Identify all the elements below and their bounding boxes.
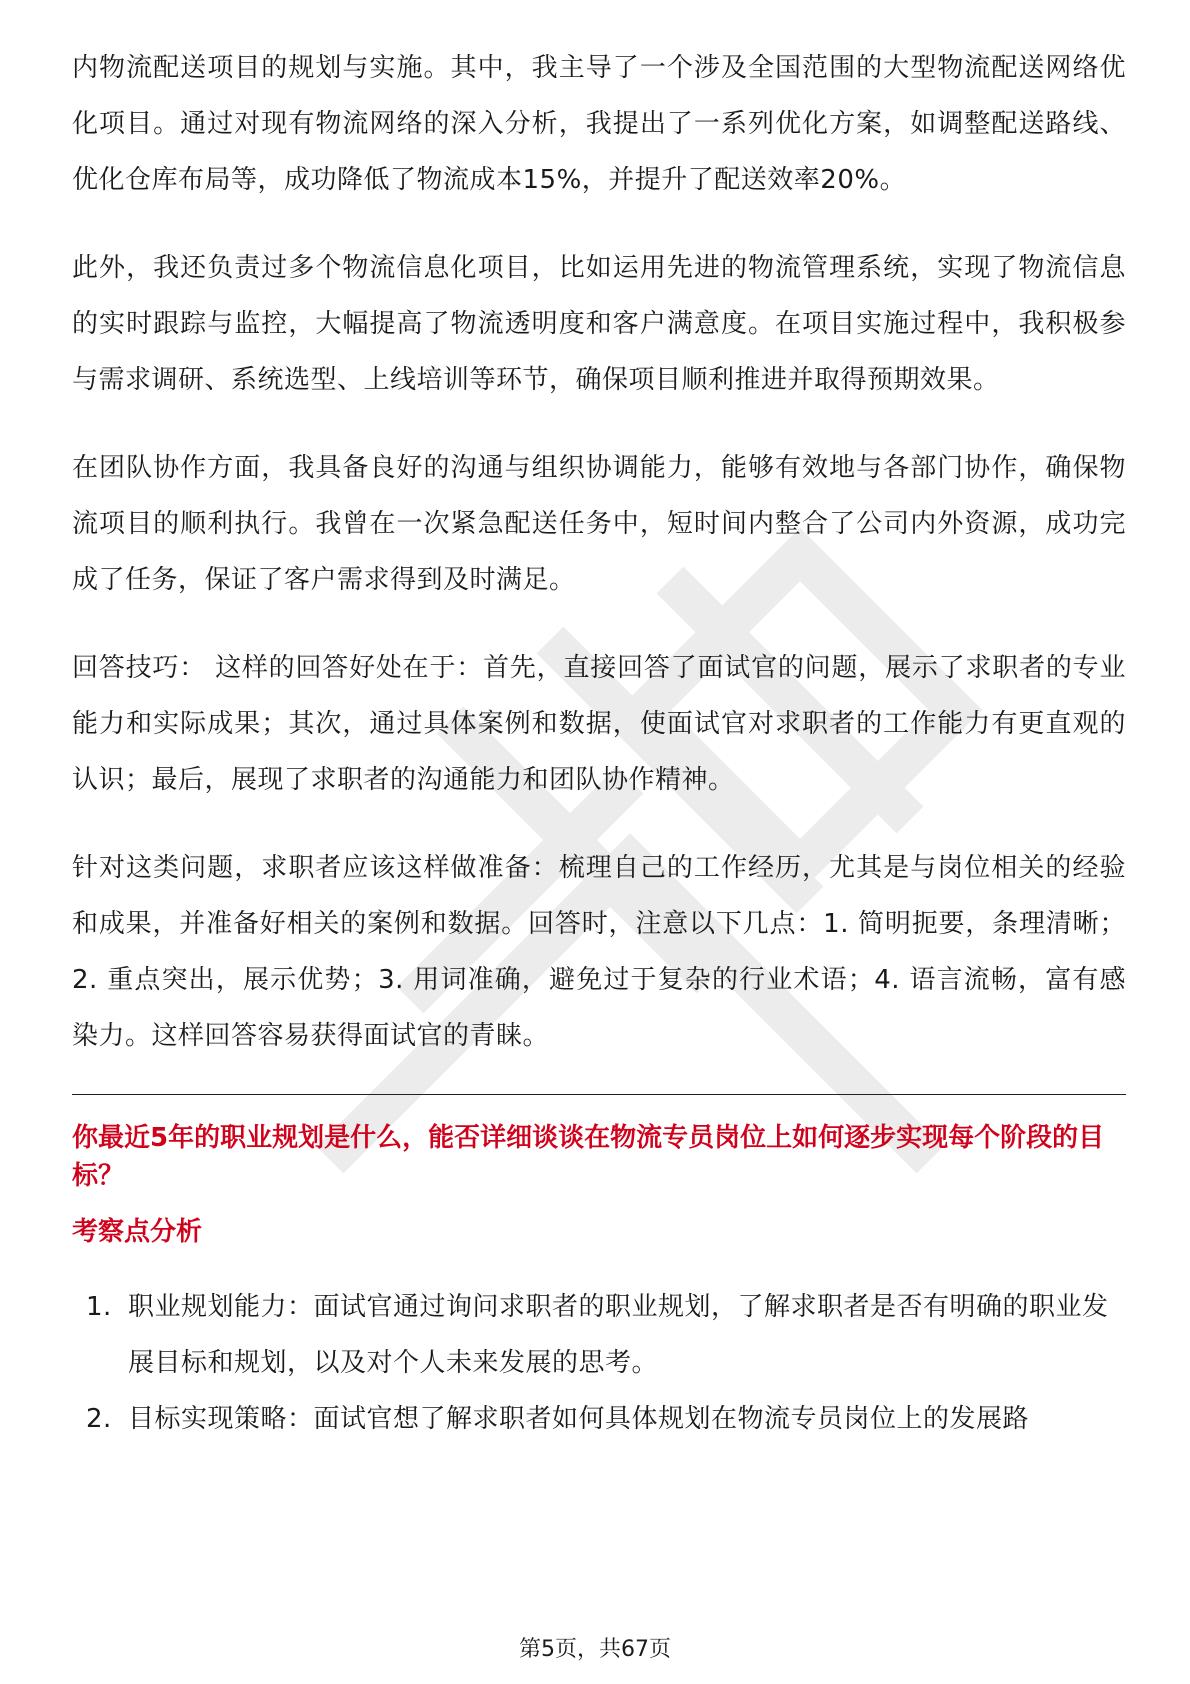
paragraph: 此外，我还负责过多个物流信息化项目，比如运用先进的物流管理系统，实现了物流信息的实时跟踪与监控，大幅提高了物流透明度和客户满意度。在项目实施过程中，我积极参与需求调研、系统选型、上线培训等环节，确保项目顺利推进并取得预期效果。 xyxy=(72,253,1126,395)
list-item-text: 职业规划能力：面试官通过询问求职者的职业规划，了解求职者是否有明确的职业发展目标和规划，以及对个人未来发展的思考。 xyxy=(128,1292,1109,1378)
page-footer: 第5页，共67页 xyxy=(519,1637,671,1662)
list-item-text: 目标实现策略：面试官想了解求职者如何具体规划在物流专员岗位上的发展路 xyxy=(128,1404,1030,1434)
list-number: 1. xyxy=(86,1292,112,1322)
paragraph: 在团队协作方面，我具备良好的沟通与组织协调能力，能够有效地与各部门协作，确保物流项目的顺利执行。我曾在一次紧急配送任务中，短时间内整合了公司内外资源，成功完成了任务，保证了客户需求得到及时满足。 xyxy=(72,453,1126,595)
question-heading: 你最近5年的职业规划是什么，能否详细谈谈在物流专员岗位上如何逐步实现每个阶段的目标？ xyxy=(72,1123,1105,1191)
section-divider xyxy=(72,1094,1126,1095)
preparation-paragraph: 针对这类问题，求职者应该这样做准备：梳理自己的工作经历，尤其是与岗位相关的经验和成果，并准备好相关的案例和数据。回答时，注意以下几点：1. 简明扼要，条理清晰；2. 重点突出，展示优势；3. 用词准确，避免过于复杂的行业术语；4. 语言流畅，富有感染力。这样回答容易获得面试官的青睐。 xyxy=(72,853,1126,1051)
document-page xyxy=(72,40,1126,1447)
list-item xyxy=(72,1279,1126,1391)
section-title: 考察点分析 xyxy=(72,1217,203,1247)
list-number: 2. xyxy=(86,1404,112,1434)
answer-tips-paragraph: 回答技巧： 这样的回答好处在于：首先，直接回答了面试官的问题，展示了求职者的专业能力和实际成果；其次，通过具体案例和数据，使面试官对求职者的工作能力有更直观的认识；最后，展现了求职者的沟通能力和团队协作精神。 xyxy=(72,653,1126,795)
paragraph: 内物流配送项目的规划与实施。其中，我主导了一个涉及全国范围的大型物流配送网络优化项目。通过对现有物流网络的深入分析，我提出了一系列优化方案，如调整配送路线、优化仓库布局等，成功降低了物流成本15%，并提升了配送效率20%。 xyxy=(72,53,1126,195)
list-item xyxy=(72,1391,1126,1447)
analysis-list xyxy=(72,1279,1126,1447)
